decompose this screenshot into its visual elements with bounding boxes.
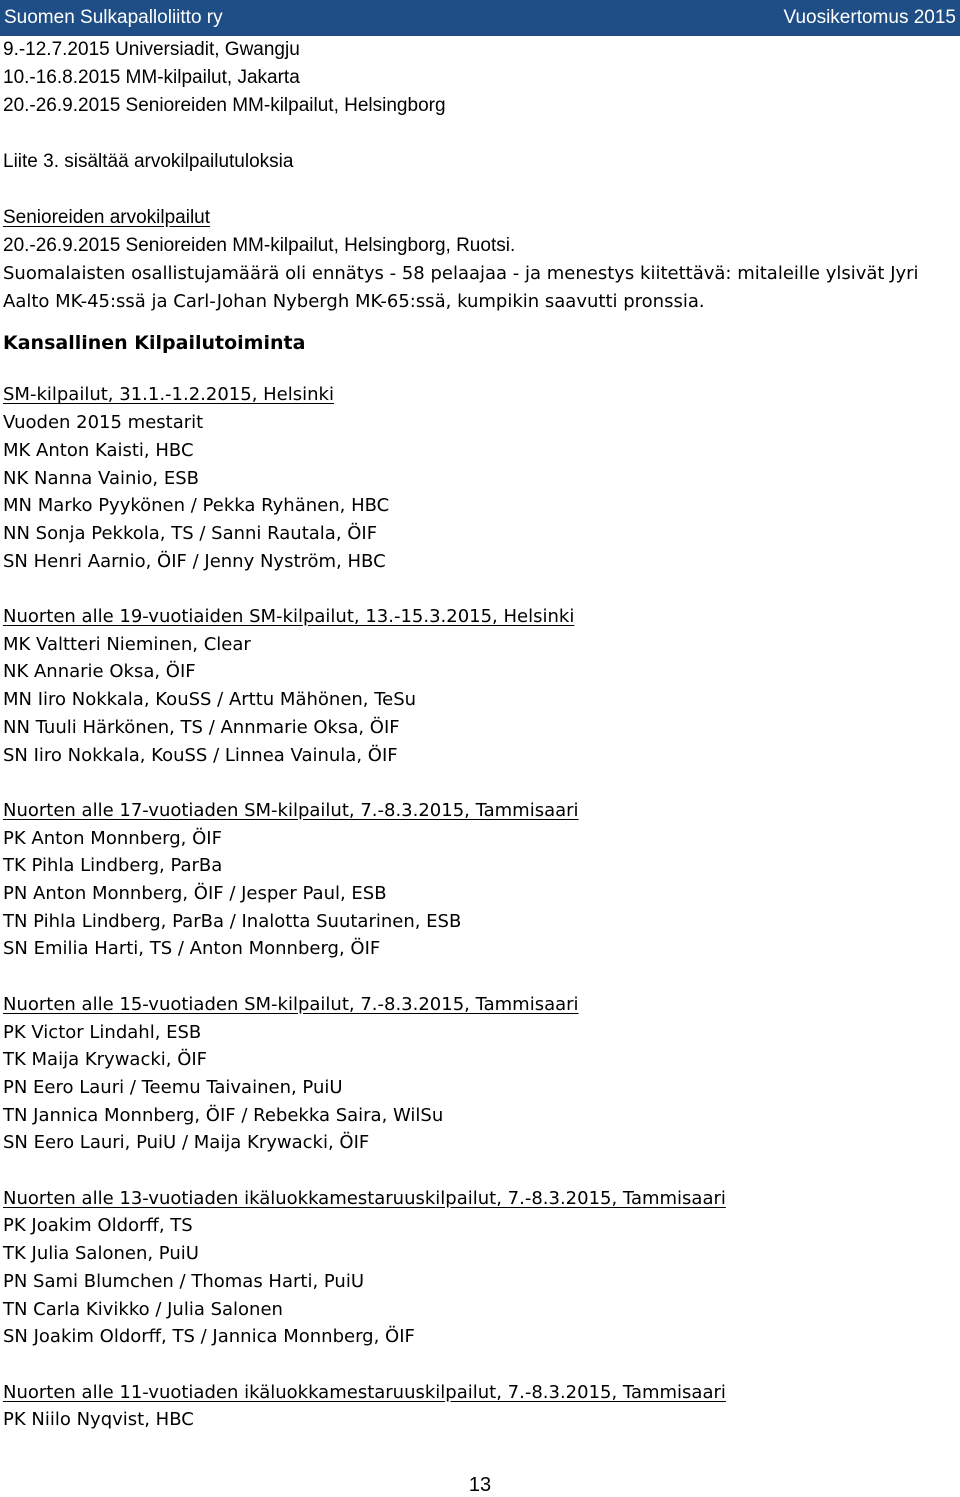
intl-events [3,36,957,260]
result-line: SN Joakim Oldorff, TS / Jannica Monnberg, ÖIF [3,1326,415,1348]
senior-event: 20.-26.9.2015 Senioreiden MM-kilpailut, Helsingborg, Ruotsi. [3,235,516,256]
result-line: TK Maija Krywacki, ÖIF [3,1049,208,1071]
competition-title: Nuorten alle 17-vuotiaden SM-kilpailut, 7.-8.3.2015, Tammisaari [3,799,579,821]
header-title: Vuosikertomus 2015 [783,7,956,28]
senior-text-line: Aalto MK-45:ssä ja Carl-Johan Nybergh MK-65:ssä, kumpikin saavutti pronssia. [3,290,705,312]
result-line: SN Emilia Harti, TS / Anton Monnberg, ÖIF [3,938,381,960]
national-heading: Kansallinen Kilpailutoiminta [3,332,306,355]
result-line: NN Sonja Pekkola, TS / Sanni Rautala, ÖIF [3,522,378,544]
competition-title: Nuorten alle 15-vuotiaden SM-kilpailut, 7.-8.3.2015, Tammisaari [3,993,579,1015]
result-line: NK Annarie Oksa, ÖIF [3,661,196,683]
result-line: PN Eero Lauri / Teemu Taivainen, PuiU [3,1076,343,1098]
result-line: PN Anton Monnberg, ÖIF / Jesper Paul, ESB [3,883,387,905]
result-line: TN Pihla Lindberg, ParBa / Inalotta Suutarinen, ESB [3,910,462,932]
result-line: TK Julia Salonen, PuiU [3,1243,199,1265]
result-line: MK Valtteri Nieminen, Clear [3,633,251,655]
senior-heading: Senioreiden arvokilpailut [3,207,211,228]
result-line: MK Anton Kaisti, HBC [3,439,194,461]
competition-block [3,381,957,575]
senior-text [3,260,957,315]
result-line: Vuoden 2015 mestarit [3,412,204,434]
competitions [3,381,957,1434]
competition-title: Nuorten alle 19-vuotiaiden SM-kilpailut, 13.-15.3.2015, Helsinki [3,606,575,628]
competition-block [3,1379,957,1434]
competition-block [3,603,957,769]
competition-title: Nuorten alle 13-vuotiaden ikäluokkamestaruuskilpailut, 7.-8.3.2015, Tammisaari [3,1187,726,1209]
result-line: PK Anton Monnberg, ÖIF [3,827,222,849]
result-line: MN Marko Pyykönen / Pekka Ryhänen, HBC [3,495,390,517]
header-org: Suomen Sulkapalloliitto ry [4,7,223,28]
result-line: TN Carla Kivikko / Julia Salonen [3,1298,283,1320]
result-line: SN Henri Aarnio, ÖIF / Jenny Nyström, HBC [3,550,386,572]
competition-block [3,1185,957,1351]
result-line: PK Victor Lindahl, ESB [3,1021,202,1043]
appendix-note: Liite 3. sisältää arvokilpailutuloksia [3,151,294,172]
competition-title: SM-kilpailut, 31.1.-1.2.2015, Helsinki [3,384,334,406]
competition-block [3,991,957,1157]
result-line: PK Niilo Nyqvist, HBC [3,1409,194,1431]
senior-text-line: Suomalaisten osallistujamäärä oli ennätys - 58 pelaajaa - ja menestys kiitettävä: mitaleille ylsivät Jyri [3,263,919,284]
result-line: PK Joakim Oldorff, TS [3,1215,193,1237]
intl-event: 9.-12.7.2015 Universiadit, Gwangju [3,39,300,60]
result-line: SN Iiro Nokkala, KouSS / Linnea Vainula, ÖIF [3,744,398,766]
result-line: NK Nanna Vainio, ESB [3,467,200,489]
result-line: SN Eero Lauri, PuiU / Maija Krywacki, ÖIF [3,1132,370,1154]
document-body [3,36,957,1434]
result-line: MN Iiro Nokkala, KouSS / Arttu Mähönen, TeSu [3,689,417,711]
result-line: TK Pihla Lindberg, ParBa [3,855,223,877]
intl-event: 10.-16.8.2015 MM-kilpailut, Jakarta [3,67,300,88]
result-line: PN Sami Blumchen / Thomas Harti, PuiU [3,1270,365,1292]
result-line: TN Jannica Monnberg, ÖIF / Rebekka Saira, WilSu [3,1104,444,1126]
result-line: NN Tuuli Härkönen, TS / Annmarie Oksa, ÖIF [3,716,400,738]
intl-event: 20.-26.9.2015 Senioreiden MM-kilpailut, Helsingborg [3,95,446,116]
competition-title: Nuorten alle 11-vuotiaden ikäluokkamestaruuskilpailut, 7.-8.3.2015, Tammisaari [3,1381,726,1403]
competition-block [3,797,957,963]
page-header [0,0,960,36]
page-number: 13 [468,1474,492,1496]
